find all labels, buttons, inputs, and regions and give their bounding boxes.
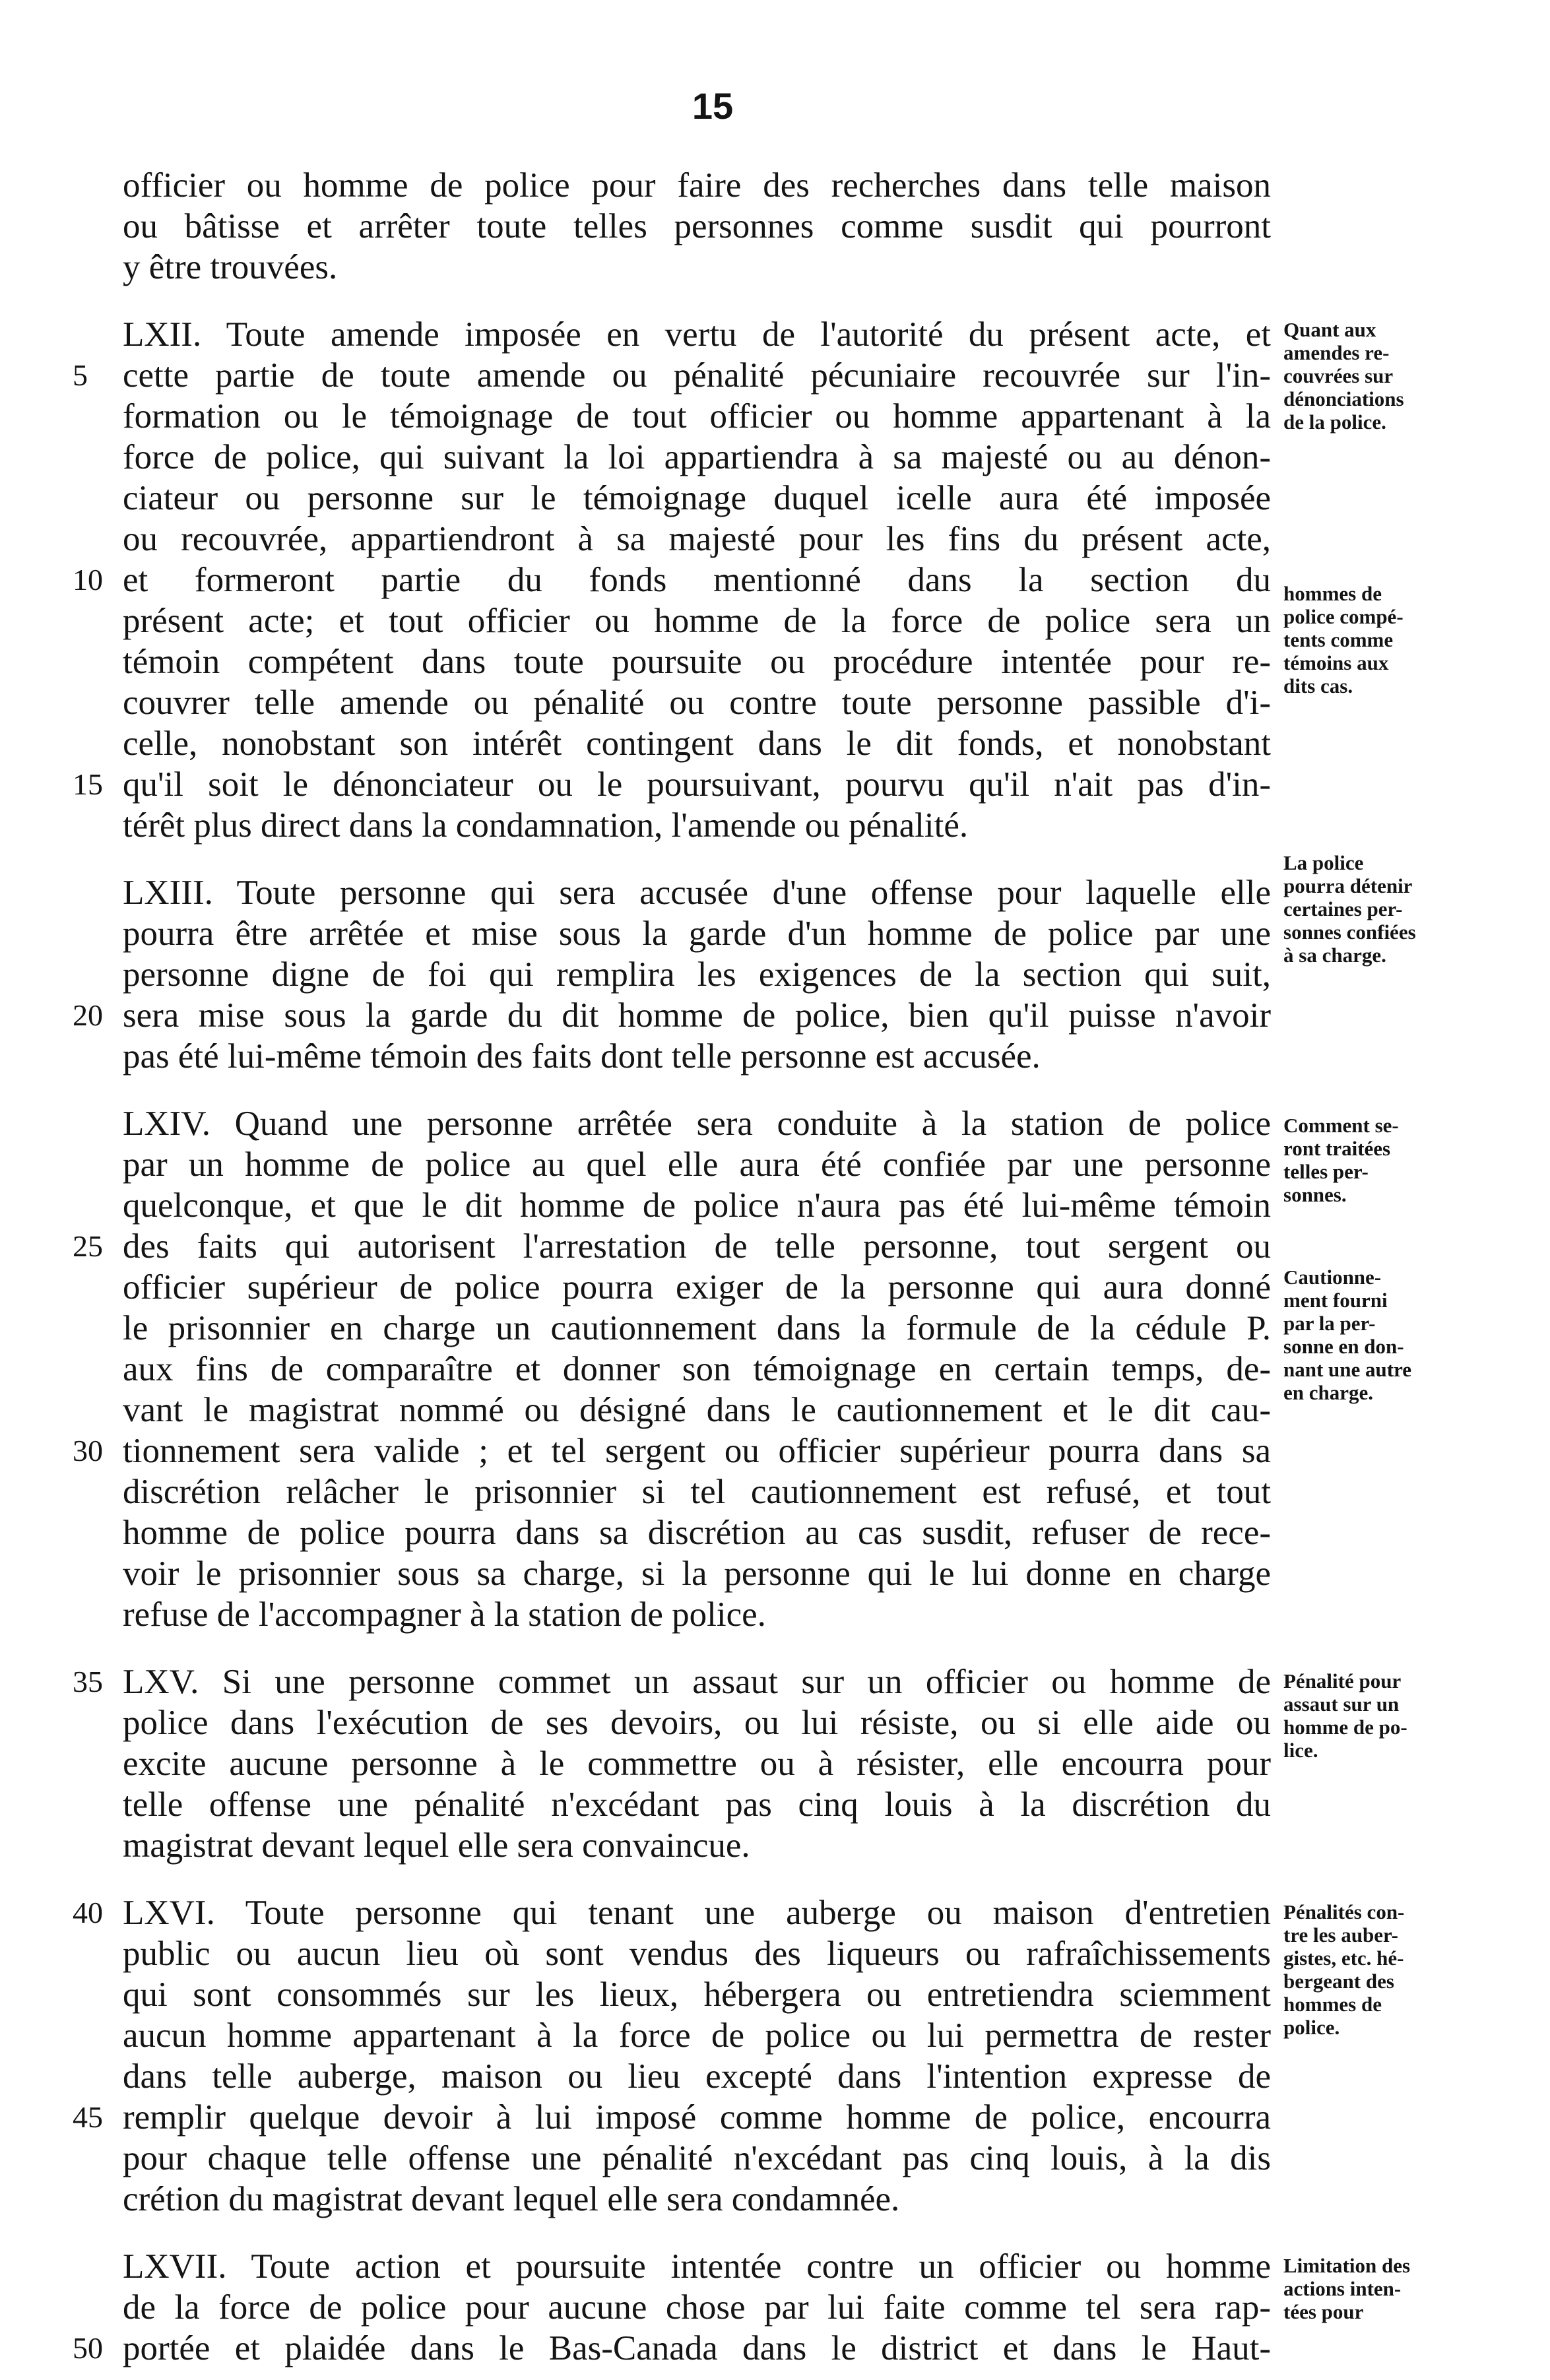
line-text: par un homme de police au quel elle aura été confiée par une personne bbox=[123, 1145, 1271, 1184]
line-text: LXIII. Toute personne qui sera accusée d'une offense pour laquelle elle bbox=[123, 874, 1271, 912]
margin-note bbox=[1283, 1669, 1481, 1762]
line-text: formation ou le témoignage de tout officier ou homme appartenant à la bbox=[123, 397, 1271, 435]
line-text: LXVI. Toute personne qui tenant une auberge ou maison d'entretien bbox=[123, 1894, 1271, 1932]
line-text: personne digne de foi qui remplira les exigences de la section qui suit, bbox=[123, 955, 1271, 994]
line-text: crétion du magistrat devant lequel elle sera condamnée. bbox=[123, 2180, 900, 2218]
line-text: pourra être arrêtée et mise sous la garde d'un homme de police par une bbox=[123, 915, 1271, 953]
margin-note-line: tre les auber- bbox=[1283, 1923, 1398, 1946]
text-line bbox=[0, 247, 1550, 288]
text-line bbox=[0, 2138, 1550, 2179]
margin-note-line: tents comme bbox=[1283, 628, 1394, 651]
page-number: 15 bbox=[692, 85, 734, 127]
line-text: y être trouvées. bbox=[123, 248, 338, 286]
line-text: LXIV. Quand une personne arrêtée sera conduite à la station de police bbox=[123, 1105, 1271, 1143]
text-line bbox=[0, 1226, 1550, 1267]
margin-note-line: certaines per- bbox=[1283, 897, 1403, 920]
line-text: magistrat devant lequel elle sera convaincue. bbox=[123, 1826, 750, 1865]
margin-note bbox=[1283, 582, 1481, 697]
text-line bbox=[0, 723, 1550, 764]
line-text: police dans l'exécution de ses devoirs, ou lui résiste, ou si elle aide ou bbox=[123, 1704, 1271, 1742]
line-number: 50 bbox=[73, 2331, 103, 2365]
line-text: le prisonnier en charge un cautionnement dans la formule de la cédule P. bbox=[123, 1309, 1271, 1347]
line-text: pas été lui-même témoin des faits dont telle personne est accusée. bbox=[123, 1037, 1041, 1076]
line-text: et formeront partie du fonds mentionné dans la section du bbox=[123, 561, 1271, 599]
margin-note bbox=[1283, 1114, 1481, 1206]
margin-note-line: lice. bbox=[1283, 1739, 1318, 1762]
margin-note-line: bergeant des bbox=[1283, 1970, 1394, 1993]
margin-note bbox=[1283, 2254, 1481, 2323]
line-number: 40 bbox=[73, 1896, 103, 1929]
margin-note-line: police compé- bbox=[1283, 605, 1404, 628]
line-text: LXVII. Toute action et poursuite intentée contre un officier ou homme bbox=[123, 2247, 1271, 2286]
line-text: refuse de l'accompagner à la station de police. bbox=[123, 1595, 766, 1634]
line-text: LXV. Si une personne commet un assaut sur un officier ou homme de bbox=[123, 1663, 1271, 1701]
line-text: tionnement sera valide ; et tel sergent ou officier supérieur pourra dans sa bbox=[123, 1432, 1271, 1470]
text-line bbox=[0, 1471, 1550, 1512]
margin-note-line: amendes re- bbox=[1283, 341, 1390, 364]
margin-note-line: Pénalités con- bbox=[1283, 1900, 1405, 1923]
line-text: dans telle auberge, maison ou lieu excepté dans l'intention expresse de bbox=[123, 2057, 1271, 2096]
line-text: discrétion relâcher le prisonnier si tel cautionnement est refusé, et tout bbox=[123, 1473, 1271, 1511]
margin-note-line: sonne en don- bbox=[1283, 1335, 1404, 1358]
text-line bbox=[0, 2328, 1550, 2369]
line-text: térêt plus direct dans la condamnation, l'amende ou pénalité. bbox=[123, 806, 969, 845]
line-text: telle offense une pénalité n'excédant pas cinq louis à la discrétion du bbox=[123, 1785, 1271, 1824]
line-text: qui sont consommés sur les lieux, hébergera ou entretiendra sciemment bbox=[123, 1976, 1271, 2014]
margin-note-line: tées pour bbox=[1283, 2300, 1364, 2323]
text-line bbox=[0, 519, 1550, 560]
line-number: 35 bbox=[73, 1665, 103, 1698]
margin-note-line: police. bbox=[1283, 2016, 1340, 2039]
line-text: de la force de police pour aucune chose par lui faite comme tel sera rap- bbox=[123, 2288, 1271, 2327]
line-text: ou bâtisse et arrêter toute telles personnes comme susdit qui pourront bbox=[123, 207, 1271, 245]
line-text: ciateur ou personne sur le témoignage duquel icelle aura été imposée bbox=[123, 479, 1271, 517]
margin-note-line: ment fourni bbox=[1283, 1289, 1388, 1312]
text-line bbox=[0, 805, 1550, 846]
line-text: cette partie de toute amende ou pénalité pécuniaire recouvrée sur l'in- bbox=[123, 356, 1271, 395]
margin-note-line: nant une autre bbox=[1283, 1358, 1412, 1381]
line-text: aux fins de comparaître et donner son témoignage en certain temps, de- bbox=[123, 1350, 1271, 1388]
line-text: témoin compétent dans toute poursuite ou procédure intentée pour re- bbox=[123, 643, 1271, 681]
margin-note bbox=[1283, 851, 1481, 967]
line-text: portée et plaidée dans le Bas-Canada dans le district et dans le Haut- bbox=[123, 2329, 1271, 2367]
margin-note-line: sonnes confiées bbox=[1283, 920, 1416, 944]
margin-note-line: couvrées sur bbox=[1283, 364, 1394, 387]
line-text: homme de police pourra dans sa discrétion au cas susdit, refuser de rece- bbox=[123, 1514, 1271, 1552]
text-line bbox=[0, 2179, 1550, 2220]
line-text: LXII. Toute amende imposée en vertu de l'autorité du présent acte, et bbox=[123, 315, 1271, 354]
text-line bbox=[0, 1784, 1550, 1825]
margin-note-line: pourra détenir bbox=[1283, 874, 1413, 897]
line-number: 20 bbox=[73, 998, 103, 1032]
margin-note-line: homme de po- bbox=[1283, 1716, 1407, 1739]
margin-note-line: témoins aux bbox=[1283, 651, 1389, 674]
line-text: excite aucune personne à le commettre ou à résister, elle encourra pour bbox=[123, 1745, 1271, 1783]
line-text: quelconque, et que le dit homme de police n'aura pas été lui-même témoin bbox=[123, 1186, 1271, 1225]
margin-note-line: telles per- bbox=[1283, 1160, 1369, 1183]
line-text: ou recouvrée, appartiendront à sa majesté pour les fins du présent acte, bbox=[123, 520, 1271, 558]
margin-note-line: Quant aux bbox=[1283, 318, 1376, 341]
margin-note-line: sonnes. bbox=[1283, 1183, 1347, 1206]
margin-note-line: dits cas. bbox=[1283, 674, 1353, 697]
margin-note bbox=[1283, 318, 1481, 434]
margin-note-line: ront traitées bbox=[1283, 1137, 1391, 1160]
margin-note-line: La police bbox=[1283, 851, 1364, 874]
line-text: vant le magistrat nommé ou désigné dans le cautionnement et le dit cau- bbox=[123, 1391, 1271, 1429]
margin-note-line: Limitation des bbox=[1283, 2254, 1411, 2277]
text-line bbox=[0, 437, 1550, 478]
text-line bbox=[0, 764, 1550, 805]
text-line bbox=[0, 1553, 1550, 1594]
line-text: officier supérieur de police pourra exiger de la personne qui aura donné bbox=[123, 1268, 1271, 1306]
margin-note-line: hommes de bbox=[1283, 582, 1382, 605]
text-line bbox=[0, 2056, 1550, 2097]
line-text: couvrer telle amende ou pénalité ou contre toute personne passible d'i- bbox=[123, 684, 1271, 722]
line-text: celle, nonobstant son intérêt contingent dans le dit fonds, et nonobstant bbox=[123, 724, 1271, 763]
margin-note-line: gistes, etc. hé- bbox=[1283, 1946, 1404, 1970]
margin-note-line: dénonciations bbox=[1283, 387, 1404, 410]
line-text: aucun homme appartenant à la force de police ou lui permettra de rester bbox=[123, 2016, 1271, 2055]
text-line bbox=[0, 1512, 1550, 1553]
margin-note-line: en charge. bbox=[1283, 1381, 1374, 1404]
line-text: voir le prisonnier sous sa charge, si la personne qui le lui donne en charge bbox=[123, 1555, 1271, 1593]
margin-note-line: Pénalité pour bbox=[1283, 1669, 1402, 1692]
line-text: pour chaque telle offense une pénalité n'excédant pas cinq louis, à la dis bbox=[123, 2139, 1271, 2177]
text-line bbox=[0, 1431, 1550, 1471]
text-line bbox=[0, 1036, 1550, 1077]
line-number: 25 bbox=[73, 1229, 103, 1263]
text-line bbox=[0, 2097, 1550, 2138]
margin-note-line: Comment se- bbox=[1283, 1114, 1399, 1137]
margin-note-line: actions inten- bbox=[1283, 2277, 1402, 2300]
line-text: remplir quelque devoir à lui imposé comme homme de police, encourra bbox=[123, 2098, 1271, 2137]
line-text: sera mise sous la garde du dit homme de police, bien qu'il puisse n'avoir bbox=[123, 996, 1271, 1035]
line-number: 10 bbox=[73, 563, 103, 596]
margin-note-line: à sa charge. bbox=[1283, 944, 1386, 967]
text-line bbox=[0, 478, 1550, 519]
margin-note bbox=[1283, 1266, 1481, 1404]
line-number: 30 bbox=[73, 1434, 103, 1467]
line-text: officier ou homme de police pour faire des recherches dans telle maison bbox=[123, 166, 1271, 205]
text-line bbox=[0, 995, 1550, 1036]
line-number: 45 bbox=[73, 2100, 103, 2134]
line-text: qu'il soit le dénonciateur ou le poursuivant, pourvu qu'il n'ait pas d'in- bbox=[123, 765, 1271, 804]
margin-note-line: de la police. bbox=[1283, 410, 1386, 434]
margin-note bbox=[1283, 1900, 1481, 2039]
line-number: 15 bbox=[73, 767, 103, 801]
text-line bbox=[0, 165, 1550, 206]
text-line bbox=[0, 1594, 1550, 1635]
margin-note-line: par la per- bbox=[1283, 1312, 1376, 1335]
margin-note-line: assaut sur un bbox=[1283, 1692, 1400, 1716]
line-text: des faits qui autorisent l'arrestation de telle personne, tout sergent ou bbox=[123, 1227, 1271, 1266]
line-text: présent acte; et tout officier ou homme de la force de police sera un bbox=[123, 602, 1271, 640]
line-number: 5 bbox=[73, 358, 88, 392]
margin-note-line: Cautionne- bbox=[1283, 1266, 1382, 1289]
text-line bbox=[0, 1825, 1550, 1866]
line-text: public ou aucun lieu où sont vendus des liqueurs ou rafraîchissements bbox=[123, 1935, 1271, 1973]
text-line bbox=[0, 206, 1550, 247]
margin-note-line: hommes de bbox=[1283, 1993, 1382, 2016]
line-text: force de police, qui suivant la loi appartiendra à sa majesté ou au dénon- bbox=[123, 438, 1271, 476]
